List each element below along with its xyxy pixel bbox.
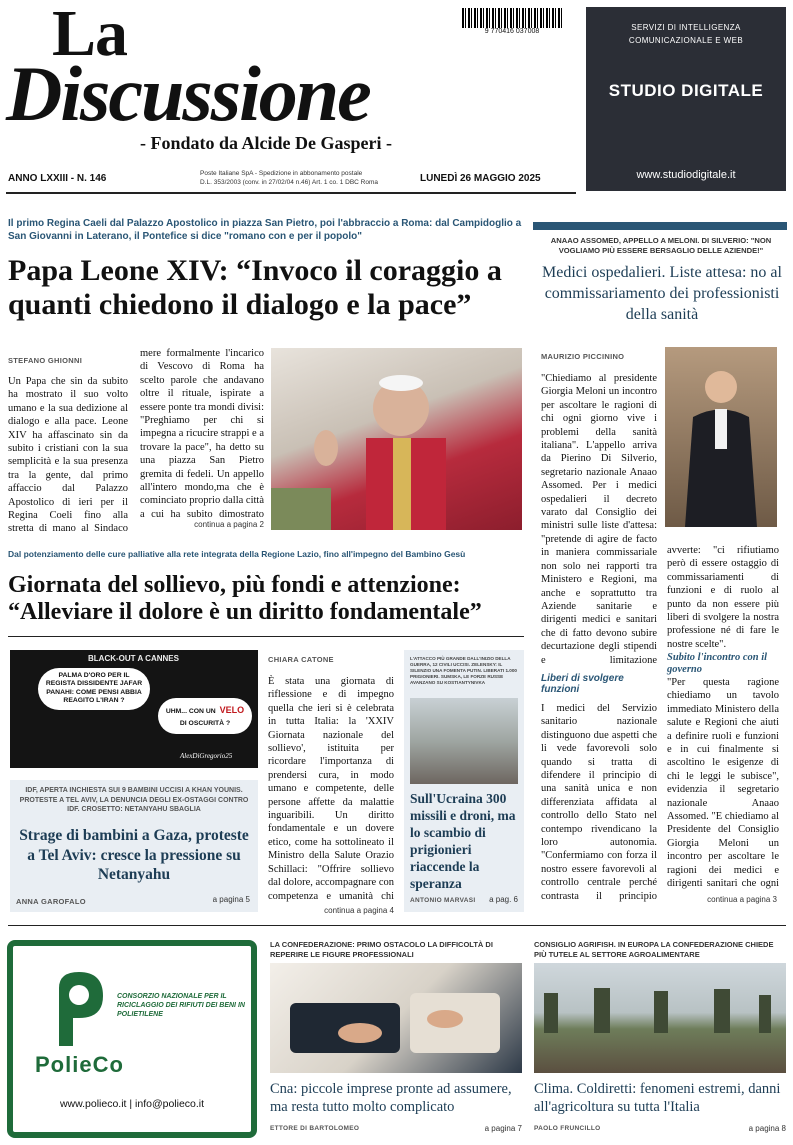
founded-tagline: - Fondato da Alcide De Gasperi - [140,133,392,153]
polieco-contact[interactable]: www.polieco.it | info@polieco.it [59,1098,205,1110]
issue-date: LUNEDÌ 26 MAGGIO 2025 [420,173,541,184]
gaza-box[interactable] [10,780,258,912]
clima-page[interactable]: a pagina 8 [748,1124,786,1133]
ukraine-headline[interactable]: Sull'Ucraina 300 missili e droni, ma lo scambio di prigionieri riaccende la speranza [410,791,516,891]
sidebar-col1: "Chiediamo al presidente Giorgia Meloni un incontro per ascoltare le ragioni di chi ogni giorno vive i problemi della sanità italiana". L'appello arriva da Pierino Di Silverio, segretario nazionale Anaao Assomed. Per i medici ospedalieri il decreto varato dal Consiglio dei ministri sulle liste d'attesa: "pretende di agire de facto in maniera commissariale non solo nei rapporti tra Ministero e Regioni, ma anche e soprattutto tra Aziende sanitarie e dirigenti medici e sanitari che di fatto devono subire decurtazione degli stipendi e limitazione [541,373,657,666]
doctor-illustration [665,347,777,527]
issue-number: ANNO LXXIII - N. 146 [8,173,107,184]
sidebar-top-rule [533,222,787,230]
ukraine-kicker: L'ATTACCO PIÙ GRANDE DALL'INIZIO DELLA GUERRA, 12 CIVILI UCCISI. ZELENSKY: IL SILENZIO UNA FOMENTA PUTIN. LIBERATI 1.000 PRIGIONIERI. SUMSKA, LE FORZE RUSSE AVANZANO SU KOSTIANTYNIVKA [410,656,517,685]
cna-kicker: LA CONFEDERAZIONE: PRIMO OSTACOLO LA DIFFICOLTÀ DI REPERIRE LE FIGURE PROFESSIONALI [270,940,493,959]
postal-info: Poste Italiane SpA - Spedizione in abbonamento postale [200,170,363,177]
ukraine-author: ANTONIO MARVASI [410,897,476,904]
postal-info-2: D.L. 353/2003 (conv. in 27/02/04 n.46) Art. 1 co. 1 DBC Roma [200,179,379,186]
second-kicker: Dal potenziamento delle cure palliative alla rete integrata della Regione Lazio, fino all'impegno del Bambino Gesù [8,549,466,559]
second-body: È stata una giornata di riflessione e di impegno quella che ieri si è celebrata in tutta Italia: la 'XXIV Giornata nazionale del sollievo', istituita per ricordare l'importanza di prendersi cura, in modo umano e competente, delle persone affette da malattie inguaribili. Un diritto fondamentale e un dovere etico, come ha sottolineato il Ministro della Salute Orazio Schillaci: "Offrire sollievo dal dolore, accompagnare con competenza e umanità chi [268,676,394,902]
pope-photo [271,348,522,530]
ukraine-page[interactable]: a pag. 6 [489,895,518,904]
sidebar-subhead1: Liberi di svolgere funzioni [541,673,624,695]
main-author: STEFANO GHIONNI [8,356,83,365]
cna-photo [270,963,522,1073]
ad-url[interactable]: www.studiodigitale.it [636,169,736,181]
polieco-consortium: CONSORZIO NAZIONALE PER IL RICICLAGGIO DEI RIFIUTI DEI BENI IN POLIETILENE [117,993,245,1018]
main-col1: Un Papa che sin da subito ha mostrato il suo volto umano e la sua dedizione al dialogo e alla pace. Leone XIV ha affascinato sin da subito i cristiani con la sua semplicità e la sua presenza tra la gente, dal primo affaccio dal Palazzo Apostolico di ieri per il Regina Coeli fino alla stretta di mano al Sindaco [8,376,128,535]
sidebar-col1b: I medici del Servizio sanitario nazionale distinguono due aspetti che li vede favorevoli solo quando si tratta di difendere il principio di una sanità unica e non differenziata affidata al controllo dello Stato nel contempo rivendicano la loro autonomia. "Confermiamo con forza il nostro essere favorevoli al controllo centrale perché contrasta il principio [541,703,657,902]
gaza-kicker: IDF, APERTA INCHIESTA SUI 9 BAMBINI UCCISI A KHAN YOUNIS. PROTESTE A TEL AVIV, LA DENUNCIA DEGLI EX-OSTAGGI CONTRO IDF. CROSETTO: NETANYAHU SBAGLIA [19,787,249,813]
clima-photo [534,963,786,1073]
main-kicker: Il primo Regina Caeli dal Palazzo Apostolico in piazza San Pietro, poi l'abbraccio a Roma: dal Campidoglio a San Giovanni in Laterano, il Pontefice si dice "romano con e per il popolo" [8,218,522,242]
clima-author: PAOLO FRUNCILLO [534,1125,601,1132]
second-continue[interactable]: continua a pagina 4 [324,906,394,915]
cartoon [10,650,258,768]
polieco-leaf-icon [49,968,109,1048]
cartoon-bubble-2-c: DI OSCURITÀ ? [179,720,231,727]
sidebar-headline[interactable]: Medici ospedalieri. Liste attesa: no al commissariamento dei professionisti della sanità [542,264,782,323]
cartoon-title: BLACK-OUT A CANNES [88,654,179,663]
sidebar-col2: avverte: "ci rifiutiamo però di essere ostaggio di commissariamenti di funzioni e di ruolo al punto da non essere più liberi di svolgere la nostra professione né di fare le nostre scelte". [667,545,779,650]
ad-top-text: SERVIZI DI INTELLIGENZA COMUNICAZIONALE E WEB [628,23,744,45]
sidebar-continue[interactable]: continua a pagina 3 [707,895,777,904]
gaza-headline[interactable]: Strage di bambini a Gaza, proteste a Tel Aviv: cresce la pressione su Netanyahu [19,827,249,883]
main-col2: mere formalmente l'incarico di Vescovo di Roma ha scelto parole che andavano oltre il rituale, ispirate a essere ponte tra mondi divisi: "Preghiamo per chi si impegna a ricucire strappi e a trovare la pace", ha detto su una piazza San Pietro gremita di fedeli. Un appello all'intero mondo,ma che è cominciato proprio dalla città a cui ha subito dimostrato [140,348,264,520]
cartoon-signature: AlexDiGregorio25 [180,752,233,760]
main-continue[interactable]: continua a pagina 2 [194,520,264,529]
gaza-page[interactable]: a pagina 5 [212,895,250,904]
masthead-title-line2: Discussione [6,50,370,137]
barcode-number: 9 770416 037008 [484,28,540,35]
doctor-photo [665,347,777,527]
sidebar-col2b: "Per questa ragione chiediamo un tavolo immediato Ministero della salute e Regioni che aiuti a definire ruoli e funzioni e in cui finalmente si ascoltino le esigenze di chi le leggi le subisce", evidenzia il segretario nazionale Anaao Assomed. "E chiediamo al Presidente del Consiglio Giorgia Meloni un incontro per ascoltare le ragioni dei medici e dirigenti sanitari che ogni [667,677,779,890]
cna-headline[interactable]: Cna: piccole imprese pronte ad assumere, ma resta tutto molto complicato [270,1081,512,1115]
sidebar-kicker: ANAAO ASSOMED, APPELLO A MELONI. DI SILVERIO: "NON VOGLIAMO PIÙ ESSERE BERSAGLIO DELLE AZIENDE!" [550,236,772,255]
sidebar-author: MAURIZIO PICCININO [541,352,625,361]
clima-kicker: CONSIGLIO AGRIFISH. IN EUROPA LA CONFEDERAZIONE CHIEDE PIÙ TUTELE AL SETTORE AGROALIMENTARE [534,940,774,959]
cartoon-bubble-2 [158,698,252,734]
cna-illustration [270,963,522,1073]
cartoon-bubble-1: PALMA D'ORO PER IL REGISTA DISSIDENTE JAFAR PANAHI: COME PENSI ABBIA REAGITO L'IRAN ? [38,668,150,710]
clima-headline[interactable]: Clima. Coldiretti: fenomeni estremi, danni all'agricoltura su tutta l'Italia [534,1081,781,1115]
main-headline[interactable]: Papa Leone XIV: “Invoco il coraggio a quanti chiedono il dialogo e la pace” [8,254,502,321]
ukraine-photo [410,698,518,784]
studio-digitale-ad[interactable] [586,7,786,191]
masthead-title-line1: La [52,0,128,70]
polieco-brand: PolieCo [35,1052,124,1077]
second-divider [8,636,524,637]
cna-author: ETTORE DI BARTOLOMEO [270,1125,360,1132]
studio-digitale-logo: STUDIO DIGITALE [608,81,764,100]
sidebar-subhead2: Subito l'incontro con il governo [667,652,768,675]
second-headline[interactable]: Giornata del sollievo, più fondi e attenzione: “Alleviare il dolore è un diritto fondamentale” [8,572,482,625]
polieco-ad[interactable] [7,940,257,1138]
cartoon-bubble-2-b: VELO [219,705,245,715]
gaza-author: ANNA GAROFALO [16,897,86,906]
second-author: CHIARA CATONE [268,655,334,664]
bottom-divider [8,925,786,926]
cartoon-bubble-2-a: UHM... CON UN [165,708,216,715]
clima-illustration [534,963,786,1073]
pope-illustration [271,348,522,530]
cna-page[interactable]: a pagina 7 [484,1124,522,1133]
barcode [462,8,562,28]
masthead-divider [6,192,576,194]
ukraine-box[interactable] [404,650,524,912]
